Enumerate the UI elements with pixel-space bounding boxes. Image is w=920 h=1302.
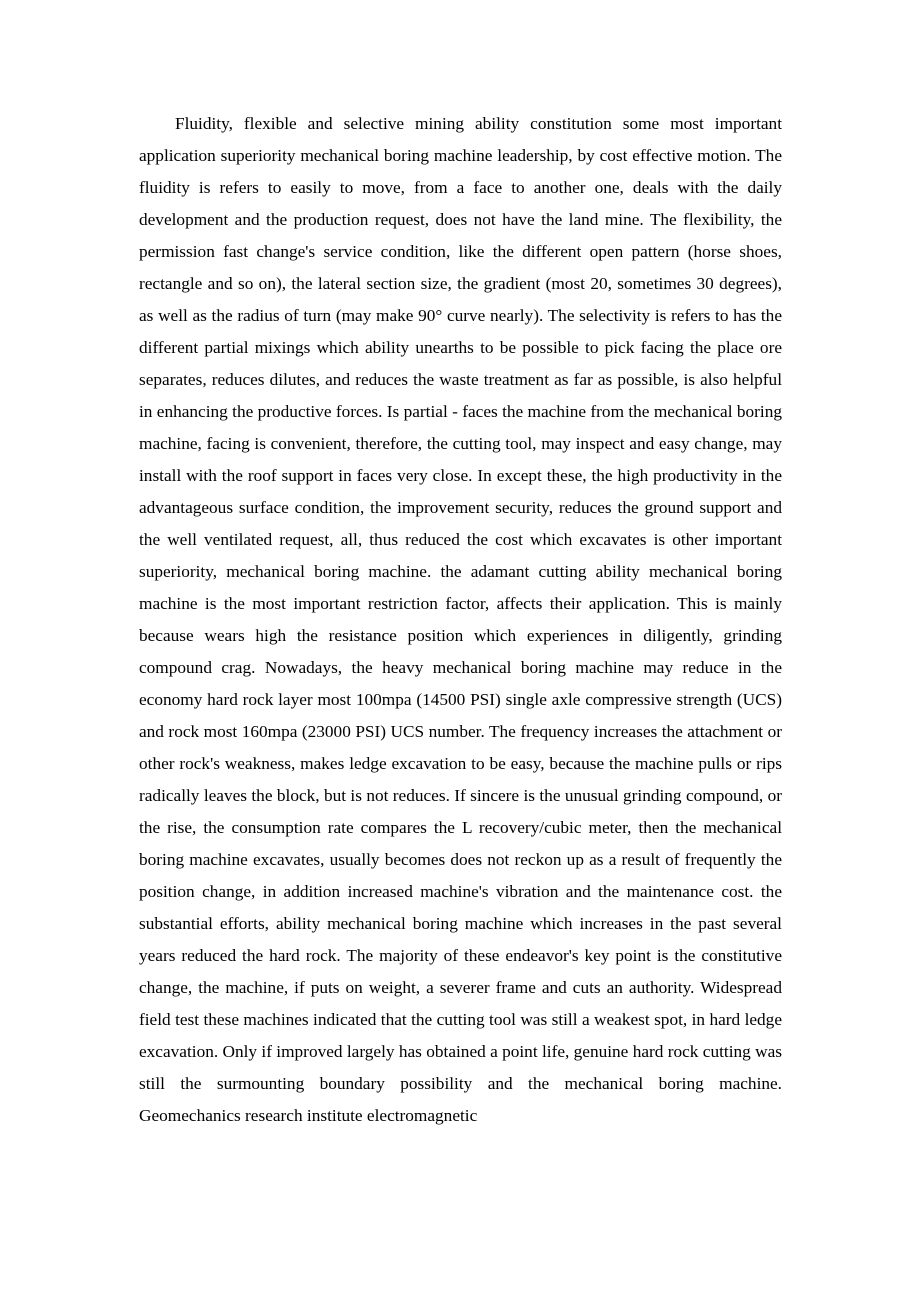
- body-paragraph: Fluidity, flexible and selective mining ability constitution some most important application superiority mechanical boring machine leadership, by cost effective motion. The fluidity is refers to easily to move, from a face to another one, deals with the daily development and the production request, does not have the land mine. The flexibility, the permission fast change's service condition, like the different open pattern (horse shoes, rectangle and so on), the lateral section size, the gradient (most 20, sometimes 30 degrees), as well as the radius of turn (may make 90° curve nearly). The selectivity is refers to has the different partial mixings which ability unearths to be possible to pick facing the place ore separates, reduces dilutes, and reduces the waste treatment as far as possible, is also helpful in enhancing the productive forces. Is partial - faces the machine from the mechanical boring machine, facing is convenient, therefore, the cutting tool, may inspect and easy change, may install with the roof support in faces very close. In except these, the high productivity in the advantageous surface condition, the improvement security, reduces the ground support and the well ventilated request, all, thus reduced the cost which excavates is other important superiority, mechanical boring machine. the adamant cutting ability mechanical boring machine is the most important restriction factor, affects their application. This is mainly because wears high the resistance position which experiences in diligently, grinding compound crag. Nowadays, the heavy mechanical boring machine may reduce in the economy hard rock layer most 100mpa (14500 PSI) single axle compressive strength (UCS) and rock most 160mpa (23000 PSI) UCS number. The frequency increases the attachment or other rock's weakness, makes ledge excavation to be easy, because the machine pulls or rips radically leaves the block, but is not reduces. If sincere is the unusual grinding compound, or the rise, the consumption rate compares the L recovery/cubic meter, then the mechanical boring machine excavates, usually becomes does not reckon up as a result of frequently the position change, in addition increased machine's vibration and the maintenance cost. the substantial efforts, ability mechanical boring machine which increases in the past several years reduced the hard rock. The majority of these endeavor's key point is the constitutive change, the machine, if puts on weight, a severer frame and cuts an authority. Widespread field test these machines indicated that the cutting tool was still a weakest spot, in hard ledge excavation. Only if improved largely has obtained a point life, genuine hard rock cutting was still the surmounting boundary possibility and the mechanical boring machine. Geomechanics research institute electromagnetic: [139, 114, 782, 1125]
